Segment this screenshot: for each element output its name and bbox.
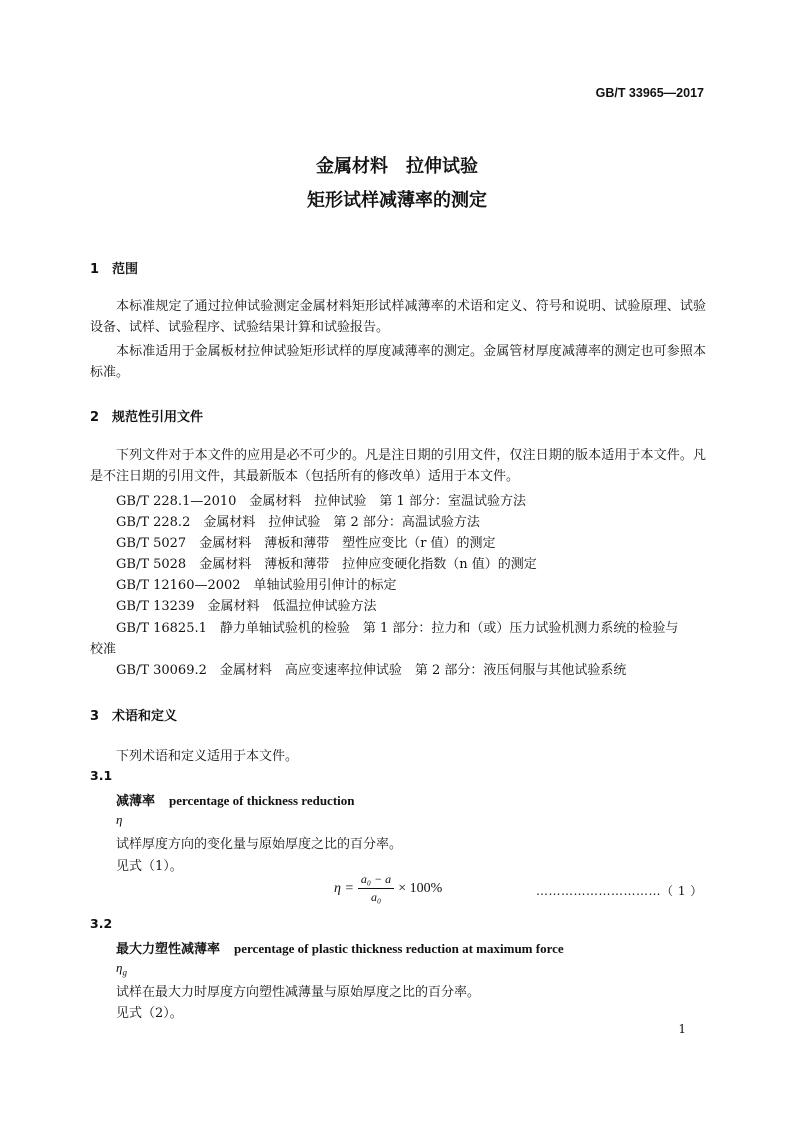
section-2-heading bbox=[90, 406, 203, 425]
section-3-heading bbox=[90, 705, 177, 724]
term-definition: 试样厚度方向的变化量与原始厚度之比的百分率。 bbox=[116, 837, 403, 852]
reference-item-continuation: 校准 bbox=[90, 642, 117, 657]
term-definition: 试样在最大力时厚度方向塑性减薄量与原始厚度之比的百分率。 bbox=[116, 985, 481, 1000]
document-title-line1: 金属材料 拉伸试验 bbox=[316, 156, 478, 177]
term-chinese: 减薄率 bbox=[116, 794, 156, 809]
section-3-intro: 下列术语和定义适用于本文件。 bbox=[116, 749, 299, 764]
reference-item: GB/T 12160—2002 单轴试验用引伸计的标定 bbox=[116, 578, 397, 593]
section-1-paragraph-2: 本标准适用于金属板材拉伸试验矩形试样的厚度减薄率的测定。金属管材厚度减薄率的测定也可参照本标准。 bbox=[90, 344, 706, 380]
term-see-formula: 见式（2）。 bbox=[116, 1006, 183, 1021]
formula-rhs: × 100% bbox=[398, 880, 443, 896]
section-1-paragraph-1: 本标准规定了通过拉伸试验测定金属材料矩形试样减薄率的术语和定义、符号和说明、试验原理、试验设备、试样、试验程序、试验结果计算和试验报告。 bbox=[90, 299, 706, 335]
section-number: 3 bbox=[90, 709, 100, 724]
section-2-intro: 下列文件对于本文件的应用是必不可少的。凡是注日期的引用文件，仅注日期的版本适用于本文件。凡是不注日期的引用文件，其最新版本（包括所有的修改单）适用于本文件。 bbox=[90, 448, 706, 484]
formula-lhs: η = bbox=[334, 880, 354, 896]
formula-denominator: a₀ bbox=[370, 890, 382, 904]
formula-numerator: a₀ − a bbox=[358, 872, 394, 889]
symbol-subscript: g bbox=[122, 967, 127, 978]
term-see-formula: 见式（1）。 bbox=[116, 859, 183, 874]
formula-1 bbox=[334, 872, 442, 905]
term-english: percentage of plastic thickness reduction at maximum force bbox=[234, 941, 564, 956]
section-title: 规范性引用文件 bbox=[112, 410, 204, 425]
term-title bbox=[116, 938, 564, 957]
reference-item: GB/T 16825.1 静力单轴试验机的检验 第 1 部分：拉力和（或）压力试验机测力系统的检验与 bbox=[116, 621, 679, 636]
term-symbol: η bbox=[116, 812, 123, 827]
term-chinese: 最大力塑性减薄率 bbox=[116, 942, 221, 957]
reference-item: GB/T 5027 金属材料 薄板和薄带 塑性应变比（r 值）的测定 bbox=[116, 536, 496, 551]
reference-item: GB/T 30069.2 金属材料 高应变速率拉伸试验 第 2 部分：液压伺服与其他试验系统 bbox=[116, 663, 627, 678]
section-title: 术语和定义 bbox=[112, 709, 178, 724]
formula-number: …………………………（ 1 ） bbox=[536, 884, 703, 898]
section-number: 2 bbox=[90, 410, 100, 425]
section-number: 1 bbox=[90, 262, 100, 277]
term-symbol bbox=[116, 960, 127, 978]
document-title-line2: 矩形试样减薄率的测定 bbox=[307, 190, 487, 211]
term-title bbox=[116, 790, 355, 809]
term-english: percentage of thickness reduction bbox=[169, 793, 355, 808]
reference-item: GB/T 228.2 金属材料 拉伸试验 第 2 部分：高温试验方法 bbox=[116, 515, 480, 530]
symbol-base: η bbox=[116, 960, 123, 975]
term-number: 3.2 bbox=[90, 916, 113, 931]
reference-item: GB/T 13239 金属材料 低温拉伸试验方法 bbox=[116, 599, 377, 614]
reference-item: GB/T 5028 金属材料 薄板和薄带 拉伸应变硬化指数（n 值）的测定 bbox=[116, 557, 537, 572]
formula-fraction bbox=[358, 872, 394, 905]
term-number: 3.1 bbox=[90, 768, 113, 783]
standard-code: GB/T 33965—2017 bbox=[595, 86, 704, 100]
section-1-heading bbox=[90, 258, 138, 277]
section-title: 范围 bbox=[112, 262, 139, 277]
reference-item: GB/T 228.1—2010 金属材料 拉伸试验 第 1 部分：室温试验方法 bbox=[116, 494, 526, 509]
page-number: 1 bbox=[678, 1022, 686, 1036]
